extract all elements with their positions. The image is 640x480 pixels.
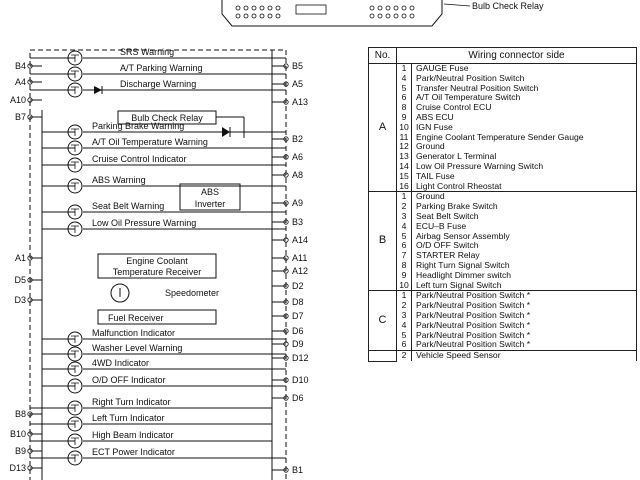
header-no: No. (369, 48, 397, 64)
group-letter: C (369, 291, 397, 351)
table-row (369, 133, 637, 143)
pin-number: 4 (397, 321, 412, 331)
abs-inverter-label-1: ABS (200, 187, 220, 197)
pin-number: 8 (397, 103, 412, 113)
pin-label-right: B5 (292, 61, 304, 71)
pin-label-left: A4 (14, 77, 26, 87)
speedometer-label: Speedometer (165, 288, 220, 298)
pin-description: Light Control Rheostat (412, 182, 637, 192)
pin-label-right: A14 (292, 235, 309, 245)
pin-number: 14 (397, 162, 412, 172)
pin-label-right: D12 (292, 353, 309, 363)
pin-description: IGN Fuse (412, 123, 637, 133)
pin-description: STARTER Relay (412, 251, 637, 261)
table-row (369, 261, 637, 271)
table-row (369, 192, 637, 202)
callout-label: Bulb Check Relay (472, 1, 544, 11)
table-row (369, 84, 637, 94)
lamp-row (30, 430, 272, 448)
pin-number: 12 (397, 142, 412, 152)
pin-label-left: B10 (9, 429, 26, 439)
table-row (369, 64, 637, 74)
pin-label-left: D5 (14, 275, 26, 285)
lamp-row (42, 218, 286, 236)
group-letter: A (369, 64, 397, 192)
table-row (369, 241, 637, 251)
pin-number: 13 (397, 152, 412, 162)
pin-number: 15 (397, 172, 412, 182)
lamp-row (42, 358, 286, 376)
lamp-row (42, 201, 286, 219)
pin-description: Parking Brake Switch (412, 202, 637, 212)
table-row (369, 202, 637, 212)
pin-number: 6 (397, 241, 412, 251)
table-row (369, 271, 637, 281)
lamp-label: Seat Belt Warning (92, 201, 165, 211)
pin-number: 4 (397, 74, 412, 84)
pin-description: TAIL Fuse (412, 172, 637, 182)
pin-label-right: B1 (292, 465, 304, 475)
lamp-label: Cruise Control Indicator (92, 154, 187, 164)
table-row (369, 182, 637, 192)
table-row (369, 212, 637, 222)
table-row (369, 321, 637, 331)
pin-description: Vehicle Speed Sensor (412, 351, 637, 362)
lamp-label: Discharge Warning (120, 79, 197, 89)
pin-label-right: D8 (292, 297, 304, 307)
pin-number: 1 (397, 192, 412, 202)
pin-label-left: B4 (14, 61, 26, 71)
bulb-check-relay-label: Bulb Check Relay (131, 113, 203, 123)
lamp-row (42, 343, 286, 361)
pin-label-right: B3 (292, 217, 304, 227)
pin-label-right: B2 (292, 134, 304, 144)
pin-description: Ground (412, 192, 637, 202)
lamp-label: Malfunction Indicator (92, 328, 176, 338)
table-row (369, 291, 637, 301)
pin-number: 2 (397, 202, 412, 212)
pin-number: 9 (397, 113, 412, 123)
table-row (369, 222, 637, 232)
speedometer (111, 284, 219, 302)
table-row (369, 152, 637, 162)
lamp-label: Washer Level Warning (92, 343, 183, 353)
lamp-label: Left Turn Indicator (92, 413, 165, 423)
lamp-row (42, 175, 286, 193)
pin-description: Seat Belt Switch (412, 212, 637, 222)
pin-label-left: A1 (14, 253, 26, 263)
pin-label-right: A5 (292, 79, 304, 89)
pin-number: 3 (397, 212, 412, 222)
lamp-row (42, 154, 286, 172)
pin-label-left: D13 (9, 463, 26, 473)
pin-number: 3 (397, 311, 412, 321)
pin-label-right: D6 (292, 393, 304, 403)
pin-description: ECU–B Fuse (412, 222, 637, 232)
pin-description: Park/Neutral Position Switch * (412, 291, 637, 301)
abs-inverter-label-2: Inverter (194, 199, 226, 209)
pin-description: Cruise Control ECU (412, 103, 637, 113)
table-row (369, 281, 637, 291)
pin-number: 8 (397, 261, 412, 271)
table-row (369, 74, 637, 84)
lamp-label: Low Oil Pressure Warning (92, 218, 197, 228)
table-row (369, 142, 637, 152)
pin-description: Transfer Neutral Position Switch (412, 84, 637, 94)
pin-description: Park/Neutral Position Switch (412, 74, 637, 84)
pin-label-right: D9 (292, 339, 304, 349)
pin-number: 4 (397, 222, 412, 232)
pin-description: ABS ECU (412, 113, 637, 123)
pin-description: Engine Coolant Temperature Sender Gauge (412, 133, 637, 143)
pin-description: Park/Neutral Position Switch * (412, 340, 637, 350)
connector-illustration (222, 0, 544, 26)
table-row (369, 311, 637, 321)
table-row (369, 103, 637, 113)
lamp-label: ABS Warning (92, 175, 146, 185)
pin-number: 1 (397, 64, 412, 74)
pin-description: Park/Neutral Position Switch * (412, 331, 637, 341)
pin-description: Generator L Terminal (412, 152, 637, 162)
bulb-check-relay (118, 111, 244, 138)
table-row (369, 251, 637, 261)
pin-label-left: A10 (9, 95, 26, 105)
table-row (369, 93, 637, 103)
pin-description: Left turn Signal Switch (412, 281, 637, 291)
table-row (369, 162, 637, 172)
pin-number: 1 (397, 291, 412, 301)
connector-table (368, 47, 637, 362)
header-side: Wiring connector side (397, 48, 637, 64)
fuel-receiver (98, 310, 216, 324)
lamp-label: Right Turn Indicator (92, 397, 171, 407)
pin-number: 7 (397, 251, 412, 261)
pin-description: Headlight Dimmer switch (412, 271, 637, 281)
pin-label-right: A8 (292, 170, 304, 180)
pin-number: 6 (397, 93, 412, 103)
lamp-row (30, 413, 272, 431)
ect-receiver (98, 254, 216, 278)
table-row (369, 172, 637, 182)
lamp-row (30, 79, 286, 97)
pin-description: Park/Neutral Position Switch * (412, 311, 637, 321)
pin-description: Park/Neutral Position Switch * (412, 321, 637, 331)
pin-number: 6 (397, 340, 412, 350)
lamp-label: A/T Parking Warning (120, 63, 203, 73)
pin-description: Park/Neutral Position Switch * (412, 301, 637, 311)
lamp-label: 4WD Indicator (92, 358, 150, 368)
lamp-label: ECT Power Indicator (92, 447, 175, 457)
pin-number: 9 (397, 271, 412, 281)
lamp-label: High Beam Indicator (92, 430, 174, 440)
table-row (369, 331, 637, 341)
table-row (369, 123, 637, 133)
pin-label-right: D10 (292, 375, 309, 385)
pin-label-right: A12 (292, 266, 309, 276)
pin-description: O/D OFF Switch (412, 241, 637, 251)
pin-description: GAUGE Fuse (412, 64, 637, 74)
pin-number: 5 (397, 84, 412, 94)
fuel-receiver-label: Fuel Receiver (108, 313, 164, 323)
pin-label-left: B8 (14, 409, 26, 419)
ect-receiver-label-2: Temperature Receiver (112, 267, 202, 277)
lamp-row (30, 447, 286, 465)
table-row (369, 351, 637, 362)
lamp-label: O/D OFF Indicator (92, 375, 166, 385)
table-row (369, 113, 637, 123)
pin-number: 5 (397, 331, 412, 341)
pin-description: Low Oil Pressure Warning Switch (412, 162, 637, 172)
pin-label-right: A13 (292, 97, 309, 107)
pin-number: 2 (397, 301, 412, 311)
pin-number: 10 (397, 281, 412, 291)
pin-label-left: D3 (14, 295, 26, 305)
pin-number: 5 (397, 232, 412, 242)
pin-label-left: B7 (14, 112, 26, 122)
group-letter: B (369, 192, 397, 291)
pin-description: Airbag Sensor Assembly (412, 232, 637, 242)
pin-label-right: D7 (292, 311, 304, 321)
group-letter (369, 351, 397, 362)
table-row (369, 301, 637, 311)
lamp-label: Parking Brake Warning (92, 121, 185, 131)
pin-number: 11 (397, 133, 412, 143)
pin-label-right: A11 (292, 253, 308, 263)
lamp-row (42, 375, 286, 393)
pin-description: Ground (412, 142, 637, 152)
pin-label-right: A9 (292, 198, 304, 208)
lamp-row (42, 137, 286, 155)
table-row (369, 232, 637, 242)
table-row (369, 340, 637, 350)
pin-label-right: D6 (292, 326, 304, 336)
pin-number: 10 (397, 123, 412, 133)
pin-number: 16 (397, 182, 412, 192)
pin-label-right: A6 (292, 152, 304, 162)
lamp-label: SRS Warning (120, 47, 175, 57)
pin-number: 2 (397, 351, 412, 362)
lamp-label: A/T Oil Temperature Warning (92, 137, 208, 147)
pin-label-left: B9 (14, 446, 26, 456)
pin-description: A/T Oil Temperature Switch (412, 93, 637, 103)
abs-inverter (180, 184, 240, 210)
pin-description: Right Turn Signal Switch (412, 261, 637, 271)
pin-label-right: D2 (292, 281, 304, 291)
ect-receiver-label-1: Engine Coolant (126, 256, 188, 266)
